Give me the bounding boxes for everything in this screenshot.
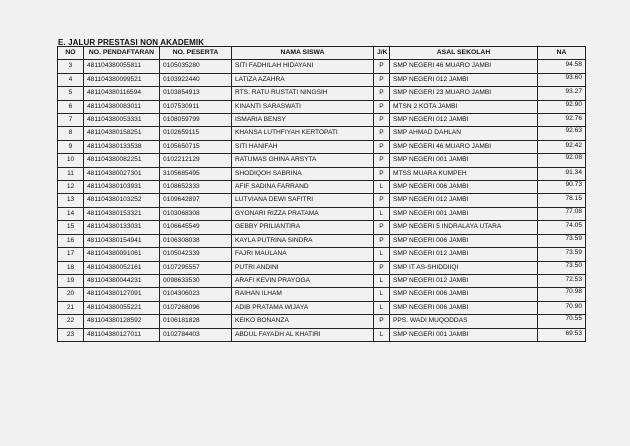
table-body [58, 60, 586, 342]
exam-number: 0104306023 [160, 288, 232, 301]
registration-number: 481104380128592 [84, 315, 160, 328]
origin-school: MTSS MUARA KUMPEH [390, 167, 538, 180]
table-row [58, 288, 586, 301]
origin-school: SMP AHMAD DAHLAN [390, 127, 538, 140]
student-name: LATIZA AZAHRA [232, 73, 374, 86]
student-name: GEBBY PRILIANTIRA [232, 221, 374, 234]
registration-number: 481104380133538 [84, 140, 160, 153]
score [538, 73, 586, 86]
score [538, 301, 586, 314]
score-value: 69.53 [565, 329, 582, 337]
registration-number: 481104380044231 [84, 274, 160, 287]
row-number: 9 [58, 140, 84, 153]
gender: L [374, 207, 390, 220]
gender: P [374, 60, 390, 73]
registration-number: 481104380103252 [84, 194, 160, 207]
origin-school: PPS. WADI MUQODDAS [390, 315, 538, 328]
registration-number: 481104380083011 [84, 100, 160, 113]
origin-school: SMP NEGERI 012 JAMBI [390, 274, 538, 287]
row-number: 7 [58, 114, 84, 127]
header-no: NO [58, 47, 84, 60]
table-row [58, 315, 586, 328]
score-value: 73.59 [565, 234, 582, 242]
origin-school: SMP IT AS-SHIDDIIQI [390, 261, 538, 274]
registration-number: 481104380153321 [84, 207, 160, 220]
student-name: ADIB PRATAMA WIJAYA [232, 301, 374, 314]
exam-number: 0098633530 [160, 274, 232, 287]
results-table [57, 46, 586, 342]
score-value: 74.05 [565, 222, 582, 230]
row-number: 18 [58, 261, 84, 274]
score [538, 167, 586, 180]
origin-school: SMP NEGERI 23 MUARO JAMBI [390, 87, 538, 100]
score [538, 207, 586, 220]
section-title: E. JALUR PRESTASI NON AKADEMIK [58, 38, 205, 47]
header-registration: NO. PENDAFTARAN [84, 47, 160, 60]
row-number: 6 [58, 100, 84, 113]
origin-school: SMP NEGERI 012 JAMBI [390, 194, 538, 207]
score [538, 181, 586, 194]
exam-number: 0103068308 [160, 207, 232, 220]
exam-number: 0102659115 [160, 127, 232, 140]
score-value: 73.50 [565, 261, 582, 269]
exam-number: 0105650715 [160, 140, 232, 153]
registration-number: 481104380055811 [84, 60, 160, 73]
score [538, 87, 586, 100]
gender: L [374, 274, 390, 287]
table-row [58, 194, 586, 207]
score [538, 328, 586, 341]
table-row [58, 127, 586, 140]
table-row [58, 87, 586, 100]
gender: P [374, 154, 390, 167]
origin-school: SMP NEGERI 006 JAMBI [390, 234, 538, 247]
student-name: KEIKO BONANZA [232, 315, 374, 328]
exam-number: 0103854913 [160, 87, 232, 100]
registration-number: 481104380027301 [84, 167, 160, 180]
score [538, 234, 586, 247]
header-school: ASAL SEKOLAH [390, 47, 538, 60]
student-name: KINANTI SARASWATI [232, 100, 374, 113]
row-number: 10 [58, 154, 84, 167]
student-name: FAJRI MAULANA [232, 248, 374, 261]
table-row [58, 261, 586, 274]
score-value: 77.08 [565, 207, 582, 215]
score [538, 248, 586, 261]
score [538, 288, 586, 301]
row-number: 12 [58, 181, 84, 194]
score [538, 100, 586, 113]
exam-number: 0102784403 [160, 328, 232, 341]
row-number: 4 [58, 73, 84, 86]
score [538, 60, 586, 73]
student-name: GYONARI RIZZA PRATAMA [232, 207, 374, 220]
gender: P [374, 167, 390, 180]
header-student-name: NAMA SISWA [232, 47, 374, 60]
score [538, 114, 586, 127]
table-row [58, 114, 586, 127]
student-name: ARAFI KEVIN PRAYOGA [232, 274, 374, 287]
score [538, 127, 586, 140]
score-value: 78.15 [565, 195, 582, 203]
row-number: 17 [58, 248, 84, 261]
exam-number: 0105042339 [160, 248, 232, 261]
origin-school: SMP NEGERI 001 JAMBI [390, 154, 538, 167]
row-number: 23 [58, 328, 84, 341]
exam-number: 0107530911 [160, 100, 232, 113]
table-row [58, 274, 586, 287]
origin-school: SMP NEGERI 5 INDRALAYA UTARA [390, 221, 538, 234]
row-number: 21 [58, 301, 84, 314]
origin-school: SMP NEGERI 012 JAMBI [390, 248, 538, 261]
table-row [58, 73, 586, 86]
student-name: RTS. RATU RUSTATI NINGSIH [232, 87, 374, 100]
origin-school: SMP NEGERI 012 JAMBI [390, 73, 538, 86]
score-value: 92.90 [565, 100, 582, 108]
gender: L [374, 181, 390, 194]
gender: P [374, 315, 390, 328]
registration-number: 481104380082251 [84, 154, 160, 167]
gender: P [374, 87, 390, 100]
gender: P [374, 100, 390, 113]
student-name: SHODIQOH SABRINA [232, 167, 374, 180]
score-value: 70.98 [565, 288, 582, 296]
exam-number: 3105685495 [160, 167, 232, 180]
student-name: SITI HANIFAH [232, 140, 374, 153]
student-name: ABDUL FAYADH AL KHATIRI [232, 328, 374, 341]
row-number: 20 [58, 288, 84, 301]
score-value: 90.73 [565, 181, 582, 189]
table-row [58, 154, 586, 167]
student-name: KAYLA PUTRINA SINDRA [232, 234, 374, 247]
registration-number: 481104380154941 [84, 234, 160, 247]
exam-number: 0106308038 [160, 234, 232, 247]
student-name: RATUMAS GHINA ARSYTA [232, 154, 374, 167]
exam-number: 0103922440 [160, 73, 232, 86]
row-number: 15 [58, 221, 84, 234]
score-value: 94.58 [565, 61, 582, 69]
registration-number: 481104380127091 [84, 288, 160, 301]
table-row [58, 100, 586, 113]
table-row [58, 207, 586, 220]
score-value: 70.55 [565, 315, 582, 323]
row-number: 14 [58, 207, 84, 220]
origin-school: SMP NEGERI 012 JAMBI [390, 114, 538, 127]
origin-school: SMP NEGERI 006 JAMBI [390, 288, 538, 301]
student-name: SITI FADHILAH HIDAYANI [232, 60, 374, 73]
exam-number: 0108059799 [160, 114, 232, 127]
row-number: 8 [58, 127, 84, 140]
table-row [58, 248, 586, 261]
table-row [58, 301, 586, 314]
exam-number: 0107268096 [160, 301, 232, 314]
table-row [58, 60, 586, 73]
student-name: KHANSA LUTHFIYAH KERTOPATI [232, 127, 374, 140]
registration-number: 481104380091061 [84, 248, 160, 261]
score [538, 140, 586, 153]
registration-number: 481104380103931 [84, 181, 160, 194]
score-value: 92.76 [565, 115, 582, 123]
origin-school: MTSN 2 KOTA JAMBI [390, 100, 538, 113]
gender: P [374, 127, 390, 140]
score-value: 73.59 [565, 249, 582, 257]
gender: P [374, 221, 390, 234]
exam-number: 0108652333 [160, 181, 232, 194]
score-value: 72.53 [565, 275, 582, 283]
score [538, 154, 586, 167]
score-value: 70.90 [565, 302, 582, 310]
table-row [58, 140, 586, 153]
header-score: NA [538, 47, 586, 60]
score [538, 274, 586, 287]
score-value: 92.63 [565, 127, 582, 135]
table-row [58, 234, 586, 247]
student-name: AFIF SADINA FARRAND [232, 181, 374, 194]
row-number: 13 [58, 194, 84, 207]
registration-number: 481104380127011 [84, 328, 160, 341]
header-gender: J/K [374, 47, 390, 60]
registration-number: 481104380053331 [84, 114, 160, 127]
registration-number: 481104380158251 [84, 127, 160, 140]
origin-school: SMP NEGERI 006 JAMBI [390, 181, 538, 194]
gender: P [374, 140, 390, 153]
gender: L [374, 288, 390, 301]
score-value: 91.34 [565, 168, 582, 176]
exam-number: 0106181828 [160, 315, 232, 328]
gender: P [374, 194, 390, 207]
gender: P [374, 73, 390, 86]
student-name: ISMARIA BENSY [232, 114, 374, 127]
row-number: 5 [58, 87, 84, 100]
table-row [58, 221, 586, 234]
registration-number: 481104380133031 [84, 221, 160, 234]
score-value: 92.42 [565, 141, 582, 149]
table-header-row [58, 47, 586, 60]
score [538, 261, 586, 274]
registration-number: 481104380116594 [84, 87, 160, 100]
origin-school: SMP NEGERI 001 JAMBI [390, 328, 538, 341]
student-name: RAIHAN ILHAM [232, 288, 374, 301]
row-number: 11 [58, 167, 84, 180]
score [538, 315, 586, 328]
registration-number: 481104380052161 [84, 261, 160, 274]
score-value: 92.08 [565, 154, 582, 162]
score-value: 93.60 [565, 73, 582, 81]
header-exam-number: NO. PESERTA [160, 47, 232, 60]
exam-number: 0109642897 [160, 194, 232, 207]
student-name: LUTVIANA DEWI SAFITRI [232, 194, 374, 207]
registration-number: 481104380099521 [84, 73, 160, 86]
exam-number: 0106645549 [160, 221, 232, 234]
gender: L [374, 301, 390, 314]
gender: L [374, 328, 390, 341]
gender: L [374, 248, 390, 261]
registration-number: 481104380055221 [84, 301, 160, 314]
row-number: 3 [58, 60, 84, 73]
table-row [58, 328, 586, 341]
origin-school: SMP NEGERI 001 JAMBI [390, 207, 538, 220]
row-number: 22 [58, 315, 84, 328]
student-name: PUTRI ANDINI [232, 261, 374, 274]
score [538, 194, 586, 207]
table-row [58, 181, 586, 194]
exam-number: 0102212129 [160, 154, 232, 167]
gender: P [374, 114, 390, 127]
gender: P [374, 261, 390, 274]
row-number: 19 [58, 274, 84, 287]
row-number: 16 [58, 234, 84, 247]
exam-number: 0105035280 [160, 60, 232, 73]
exam-number: 0107295557 [160, 261, 232, 274]
gender: P [374, 234, 390, 247]
origin-school: SMP NEGERI 006 JAMBI [390, 301, 538, 314]
score [538, 221, 586, 234]
table-row [58, 167, 586, 180]
origin-school: SMP NEGERI 46 MUARO JAMBI [390, 140, 538, 153]
origin-school: SMP NEGERI 46 MUARO JAMBI [390, 60, 538, 73]
score-value: 93.27 [565, 88, 582, 96]
